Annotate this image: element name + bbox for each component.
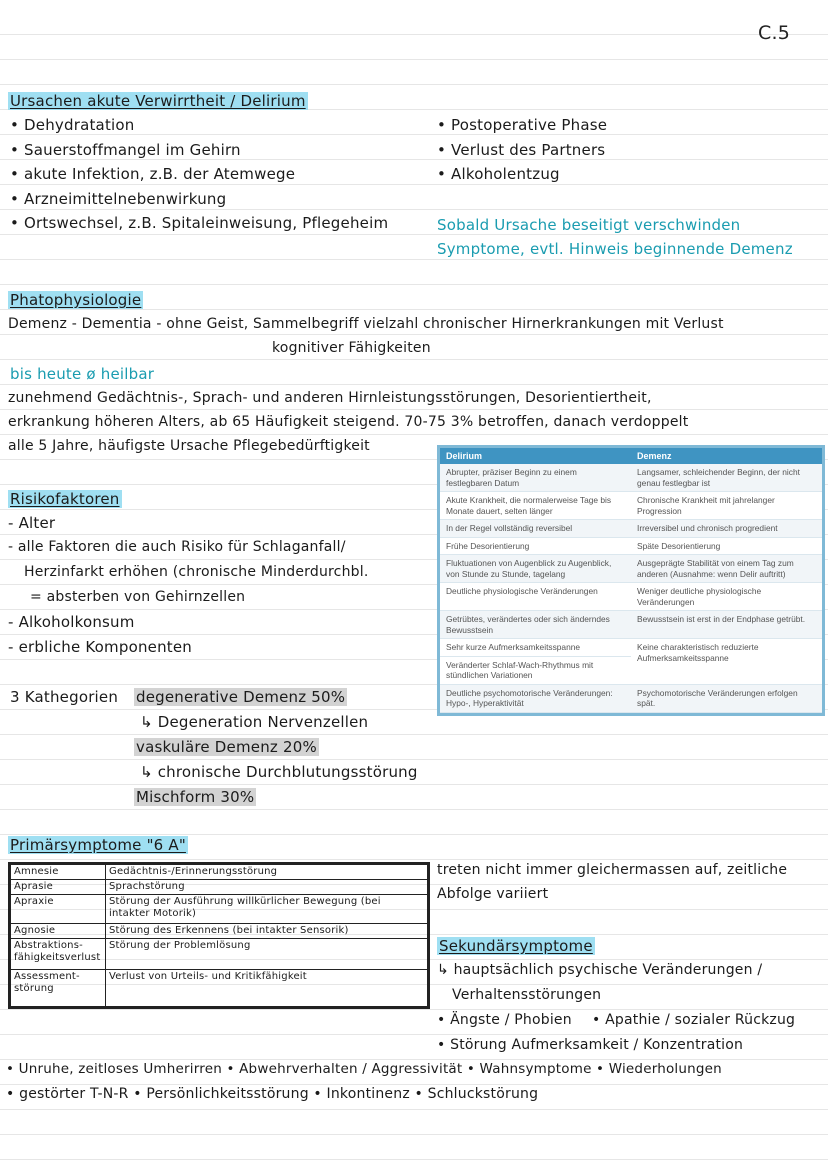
cause-item: • akute Infektion, z.B. der Atemwege bbox=[10, 165, 296, 183]
cause-item: • Postoperative Phase bbox=[437, 116, 608, 134]
six-a-table bbox=[8, 862, 430, 1009]
table-header-row bbox=[440, 448, 822, 464]
causes-note-1: Sobald Ursache beseitigt verschwinden bbox=[437, 216, 741, 234]
category-degenerative: degenerative Demenz 50% bbox=[136, 688, 346, 706]
causes-right-list bbox=[437, 116, 607, 190]
table-row bbox=[11, 865, 428, 880]
table-cell: Sehr kurze Aufmerksamkeitsspanne bbox=[440, 639, 631, 657]
table-row bbox=[11, 880, 428, 895]
secondary-line-5: • Unruhe, zeitloses Umherirren • Abwehrverhalten / Aggressivität • Wahnsymptome • Wiederholungen bbox=[6, 1061, 722, 1077]
symptom-name: Agnosie bbox=[11, 924, 106, 939]
causes-title: Ursachen akute Verwirrtheit / Delirium bbox=[10, 92, 306, 110]
secondary-title: Sekundärsymptome bbox=[439, 937, 593, 955]
symptom-name: Apraxie bbox=[11, 895, 106, 924]
patho-line-1: Demenz - Dementia - ohne Geist, Sammelbegriff vielzahl chronischer Hirnerkrankungen mit Verlust bbox=[8, 316, 724, 332]
table-cell: Akute Krankheit, die normalerweise Tage bis Monate dauert, selten länger bbox=[440, 492, 631, 520]
patho-line-2: kognitiver Fähigkeiten bbox=[272, 340, 431, 356]
table-row bbox=[440, 555, 822, 583]
table-cell: Späte Desorientierung bbox=[631, 537, 822, 555]
table-cell: Keine charakteristisch reduzierte Aufmerksamkeitsspanne bbox=[631, 639, 822, 685]
cause-item: • Sauerstoffmangel im Gehirn bbox=[10, 140, 241, 159]
table-row bbox=[11, 970, 428, 1007]
category-vascular-sub: ↳ chronische Durchblutungsstörung bbox=[140, 763, 418, 781]
table-row bbox=[440, 492, 822, 520]
table-row bbox=[11, 939, 428, 970]
table-cell: Frühe Desorientierung bbox=[440, 537, 631, 555]
symptom-name: Amnesie bbox=[11, 865, 106, 880]
category-vascular: vaskuläre Demenz 20% bbox=[136, 738, 317, 756]
cause-item: • Verlust des Partners bbox=[437, 140, 606, 159]
table-cell: Weniger deutliche physiologische Veränderungen bbox=[631, 583, 822, 611]
symptom-name: Abstraktions-fähigkeitsverlust bbox=[11, 939, 106, 970]
table-row bbox=[440, 520, 822, 538]
table-row bbox=[440, 583, 822, 611]
categories-label: 3 Kathegorien bbox=[10, 688, 119, 706]
table-cell: Deutliche physiologische Veränderungen bbox=[440, 583, 631, 611]
cause-item: • Alkoholentzug bbox=[437, 165, 560, 183]
page-number: C.5 bbox=[758, 22, 790, 44]
incurable-note: bis heute ø heilbar bbox=[10, 365, 155, 383]
symptom-desc: Störung der Problemlösung bbox=[106, 939, 428, 970]
category-degenerative-sub: ↳ Degeneration Nervenzellen bbox=[140, 713, 369, 731]
symptom-desc: Gedächtnis-/Erinnerungsstörung bbox=[106, 865, 428, 880]
primary-note-1: treten nicht immer gleichermassen auf, zeitliche bbox=[437, 862, 788, 878]
table-row bbox=[440, 611, 822, 639]
symptom-name: Assessment-störung bbox=[11, 970, 106, 1007]
secondary-line-2: Verhaltensstörungen bbox=[452, 987, 602, 1003]
table-cell: Veränderter Schlaf-Wach-Rhythmus mit stündlichen Variationen bbox=[440, 656, 631, 684]
risk-item-factors-cont: Herzinfarkt erhöhen (chronische Minderdurchbl. bbox=[24, 564, 369, 580]
risk-item-factors-cont2: = absterben von Gehirnzellen bbox=[30, 589, 246, 605]
table-cell: Chronische Krankheit mit jahrelanger Progression bbox=[631, 492, 822, 520]
risk-item-factors: - alle Faktoren die auch Risiko für Schlaganfall/ bbox=[8, 539, 346, 555]
table-cell: Psychomotorische Veränderungen erfolgen spät. bbox=[631, 684, 822, 712]
table-row bbox=[11, 895, 428, 924]
causes-left-list bbox=[10, 116, 388, 239]
header-delirium: Delirium bbox=[440, 448, 631, 464]
cause-item: • Ortswechsel, z.B. Spitaleinweisung, Pflegeheim bbox=[10, 214, 389, 232]
secondary-attention: • Störung Aufmerksamkeit / Konzentration bbox=[437, 1037, 744, 1053]
causes-note-2: Symptome, evtl. Hinweis beginnende Demenz bbox=[437, 240, 793, 258]
symptom-name: Aprasie bbox=[11, 880, 106, 895]
table-row bbox=[440, 684, 822, 712]
table-cell: Deutliche psychomotorische Veränderungen: Hypo-, Hyperaktivität bbox=[440, 684, 631, 712]
risk-title: Risikofaktoren bbox=[10, 490, 120, 508]
table-cell: In der Regel vollständig reversibel bbox=[440, 520, 631, 538]
risk-item-age: - Alter bbox=[8, 514, 56, 532]
risk-item-genetic: - erbliche Komponenten bbox=[8, 638, 193, 656]
symptom-desc: Sprachstörung bbox=[106, 880, 428, 895]
symptom-desc: Verlust von Urteils- und Kritikfähigkeit bbox=[106, 970, 428, 1007]
table-cell: Bewusstsein ist erst in der Endphase getrübt. bbox=[631, 611, 822, 639]
patho-line-3: zunehmend Gedächtnis-, Sprach- und anderen Hirnleistungsstörungen, Desorientiertheit, bbox=[8, 390, 652, 406]
secondary-apathy: • Apathie / sozialer Rückzug bbox=[592, 1012, 796, 1028]
table-cell: Getrübtes, verändertes oder sich änderndes Bewusstsein bbox=[440, 611, 631, 639]
secondary-line-6: • gestörter T-N-R • Persönlichkeitsstörung • Inkontinenz • Schluckstörung bbox=[6, 1086, 539, 1102]
secondary-anxiety: • Ängste / Phobien bbox=[437, 1012, 572, 1028]
symptom-desc: Störung des Erkennens (bei intakter Sensorik) bbox=[106, 924, 428, 939]
header-demenz: Demenz bbox=[631, 448, 822, 464]
cause-item: • Dehydratation bbox=[10, 116, 135, 134]
table-cell: Fluktuationen von Augenblick zu Augenblick, von Stunde zu Stunde, tagelang bbox=[440, 555, 631, 583]
table-row bbox=[440, 464, 822, 492]
primary-title: Primärsymptome "6 A" bbox=[10, 836, 186, 854]
table-cell: Irreversibel und chronisch progredient bbox=[631, 520, 822, 538]
table-row bbox=[440, 537, 822, 555]
cause-item: • Arzneimittelnebenwirkung bbox=[10, 189, 227, 208]
patho-line-4: erkrankung höheren Alters, ab 65 Häufigkeit steigend. 70-75 3% betroffen, danach verdoppelt bbox=[8, 414, 689, 430]
table-row bbox=[440, 639, 822, 657]
patho-line-5: alle 5 Jahre, häufigste Ursache Pflegebedürftigkeit bbox=[8, 438, 370, 454]
delirium-demenz-table bbox=[437, 445, 825, 716]
pathophysiology-title: Phatophysiologie bbox=[10, 291, 142, 309]
secondary-line-1: ↳ hauptsächlich psychische Veränderungen / bbox=[437, 962, 763, 978]
table-cell: Abrupter, präziser Beginn zu einem festlegbaren Datum bbox=[440, 464, 631, 492]
table-cell: Ausgeprägte Stabilität von einem Tag zum anderen (Ausnahme: wenn Delir auftritt) bbox=[631, 555, 822, 583]
table-row bbox=[11, 924, 428, 939]
primary-note-2: Abfolge variiert bbox=[437, 886, 549, 902]
table-cell: Langsamer, schleichender Beginn, der nicht genau festlegbar ist bbox=[631, 464, 822, 492]
symptom-desc: Störung der Ausführung willkürlicher Bewegung (bei intakter Motorik) bbox=[106, 895, 428, 924]
risk-item-alcohol: - Alkoholkonsum bbox=[8, 613, 135, 631]
category-mixed: Mischform 30% bbox=[136, 788, 255, 806]
